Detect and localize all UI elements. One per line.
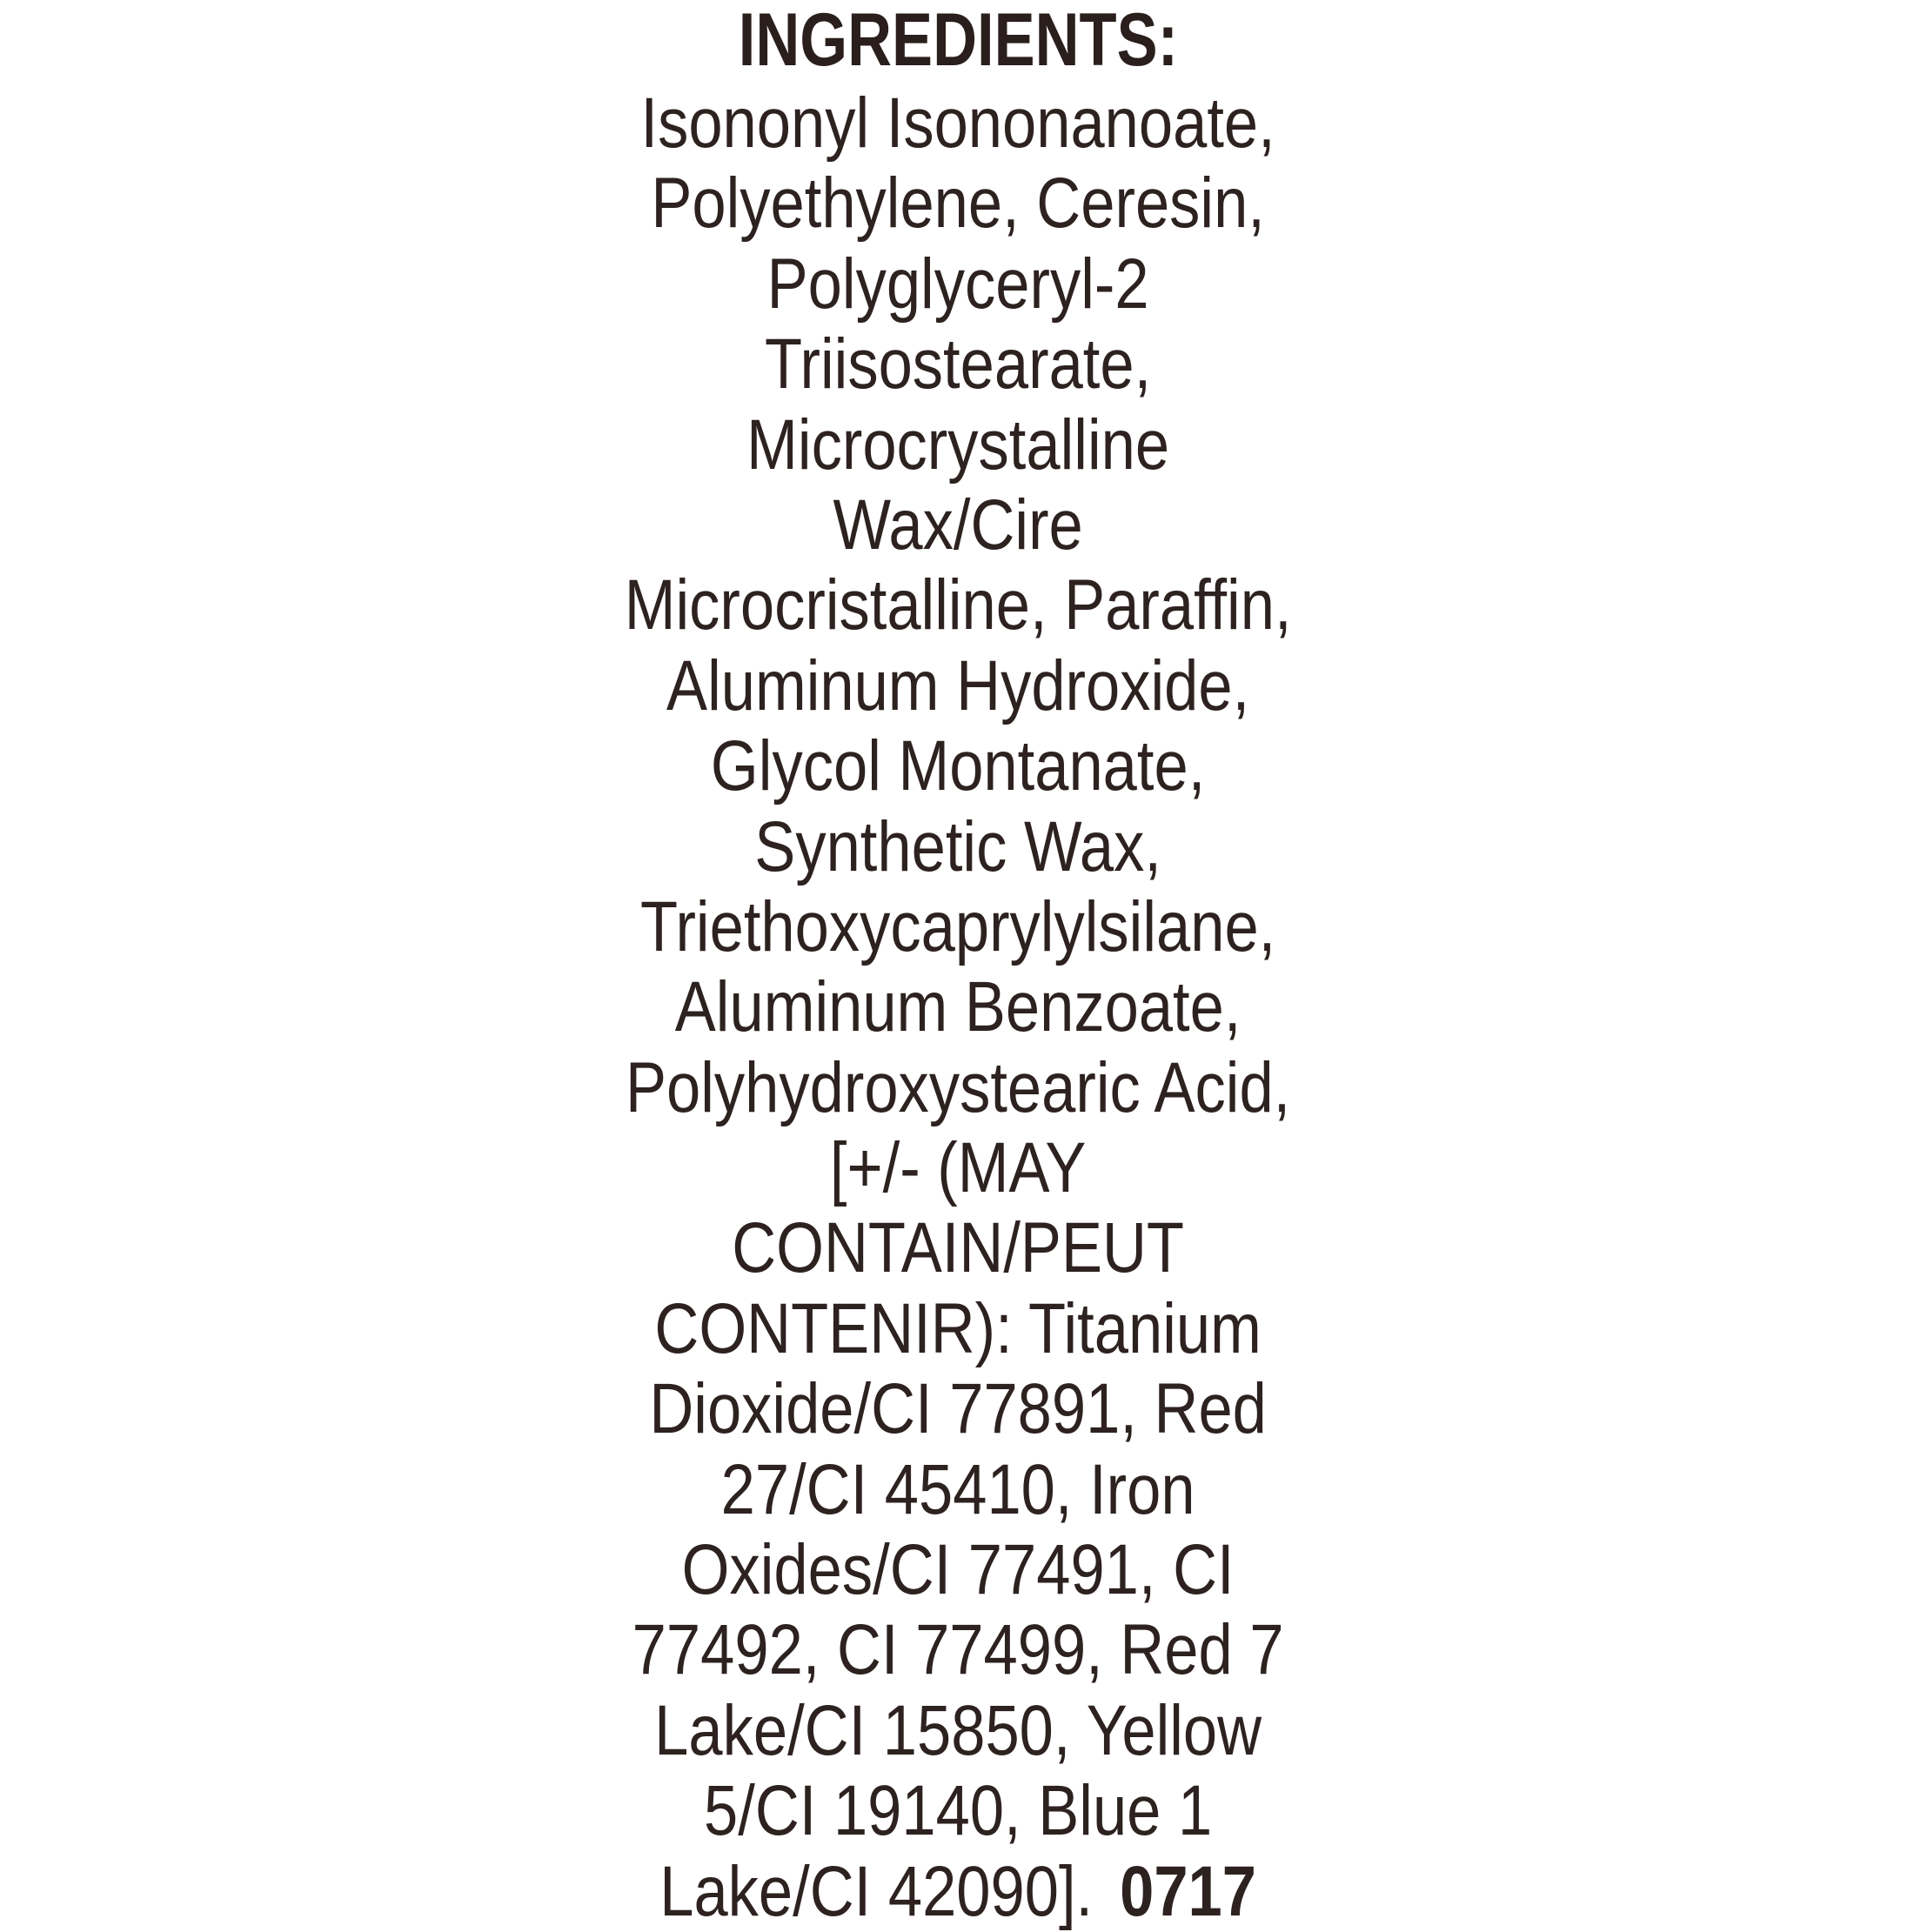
ingredient-line: 77492, CI 77499, Red 7 xyxy=(632,1610,1284,1690)
ingredient-line: Synthetic Wax, xyxy=(754,806,1161,886)
ingredient-line: Dioxide/CI 77891, Red xyxy=(649,1369,1267,1449)
batch-code: 0717 xyxy=(1120,1851,1256,1931)
ingredient-line: Triisostearate, xyxy=(765,324,1152,404)
ingredient-last-line xyxy=(135,1852,1781,1932)
ingredient-line: Triethoxycaprylylsilane, xyxy=(639,886,1276,966)
ingredient-line: 5/CI 19140, Blue 1 xyxy=(704,1771,1213,1851)
ingredient-line: Wax/Cire xyxy=(833,485,1083,565)
ingredient-line: Isononyl Isononanoate, xyxy=(640,84,1275,163)
ingredient-line: Aluminum Hydroxide, xyxy=(666,645,1250,725)
ingredients-heading: INGREDIENTS: xyxy=(738,0,1179,82)
ingredient-line: 27/CI 45410, Iron xyxy=(720,1449,1195,1529)
ingredient-line: Glycol Montanate, xyxy=(710,726,1206,806)
ingredient-line: [+/- (MAY xyxy=(829,1128,1087,1208)
ingredient-line: Oxides/CI 77491, CI xyxy=(681,1530,1235,1610)
ingredient-line: Microcristalline, Paraffin, xyxy=(624,565,1292,645)
ingredient-line: Aluminum Benzoate, xyxy=(674,967,1241,1047)
ingredient-line: CONTAIN/PEUT xyxy=(732,1208,1185,1288)
ingredient-line: Polyglyceryl-2 xyxy=(766,244,1149,324)
ingredient-line: Microcrystalline xyxy=(746,404,1170,485)
ingredient-last-text: Lake/CI 42090]. xyxy=(659,1851,1094,1931)
ingredients-list xyxy=(135,84,1781,1932)
ingredient-line: Lake/CI 15850, Yellow xyxy=(654,1690,1262,1770)
ingredient-line: CONTENIR): Titanium xyxy=(654,1288,1262,1368)
ingredient-line: Polyethylene, Ceresin, xyxy=(651,164,1265,244)
ingredient-line: Polyhydroxystearic Acid, xyxy=(625,1047,1291,1127)
